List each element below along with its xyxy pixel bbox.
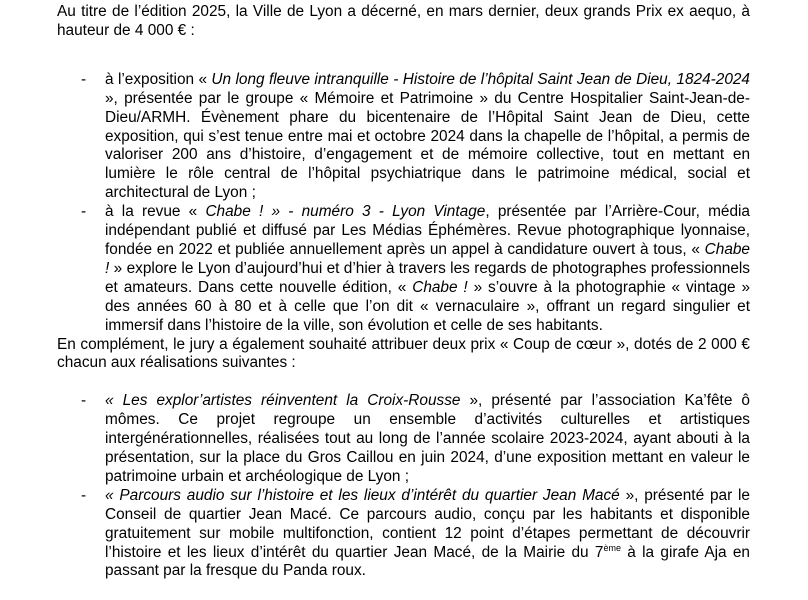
list-item-explorartistes	[57, 392, 750, 487]
item-prefix: à la revue «	[105, 203, 206, 221]
ordinal-superscript: ème	[603, 542, 621, 553]
list-item-exposition	[57, 71, 750, 203]
exhibition-title: Un long fleuve intranquille - Histoire de l’hôpital Saint Jean de Dieu, 1824-2024	[211, 70, 750, 88]
bullet-dash: -	[81, 70, 87, 88]
list-item-revue	[57, 203, 750, 335]
project-title: « Parcours audio sur l’histoire et les lieux d’intérêt du quartier Jean Macé	[105, 486, 620, 504]
item-prefix: à l’exposition «	[105, 70, 212, 88]
complement-paragraph: En complément, le jury a également souhaité attribuer deux prix « Coup de cœur », dotés de 2 000 € chacun aux réalisations suivantes :	[57, 335, 750, 372]
item-body: à la girafe Aja en passant par la fresque du Panda roux.	[105, 543, 750, 580]
coup-de-coeur-list	[57, 392, 750, 581]
item-body: », présentée par le groupe « Mémoire et Patrimoine » du Centre Hospitalier Saint-Jean-de-Dieu/ARMH. Évènement phare du bicentenaire de l’Hôpital Saint Jean de Dieu, cette exposition, qui s’est tenue entre mai et octobre 2024 dans la chapelle de l’hôpital, a permis de valoriser 200 ans d’histoire, d’engagement et de mémoire collective, tout en mettant en lumière le rôle central de l’hôpital psychiatrique dans le patrimoine médical, social et architectural de Lyon ;	[105, 89, 750, 202]
intro-paragraph: Au titre de l’édition 2025, la Ville de Lyon a décerné, en mars dernier, deux grands Prix ex aequo, à hauteur de 4 000 € :	[57, 3, 750, 39]
review-title: Chabe ! » - numéro 3 - Lyon Vintage	[205, 203, 486, 221]
review-title-mention: Chabe !	[412, 278, 468, 296]
item-body: », présenté par l’association Ka’fête ô mômes. Ce projet regroupe un ensemble d’activités culturelles et artistiques intergénérationnelles, réalisées tout au long de l’année scolaire 2023-2024, ayant abouti à la présentation, sur la place du Gros Caillou en juin 2024, d’une exposition mettant en valeur le patrimoine urbain et archéologique de Lyon ;	[105, 392, 750, 485]
item-body: , présentée par l’Arrière-Cour, média indépendant publié et diffusé par Les Médias Éphémères. Revue photographique lyonnaise, fondée en 2022 et publiée annuellement après un appel à candidature ouvert à tous, «	[105, 203, 750, 258]
list-item-parcours-audio	[57, 487, 750, 582]
review-title-mention: Chabe !	[105, 240, 750, 277]
item-body: », présenté par le Conseil de quartier Jean Macé. Ce parcours audio, conçu par les habitants et disponible gratuitement sur mobile multifonction, contient 12 point d’étapes permettant de découvrir l’histoire et les lieux d’intérêt du quartier Jean Macé, de la Mairie du 7	[105, 486, 750, 561]
item-body: » explore le Lyon d’aujourd’hui et d’hier à travers les regards de photographes professionnels et amateurs. Dans cette nouvelle édition, «	[105, 259, 750, 296]
project-title: « Les explor’artistes réinventent la Croix-Rousse	[105, 392, 461, 410]
grand-prix-list	[57, 71, 750, 336]
bullet-dash: -	[81, 392, 87, 410]
bullet-dash: -	[81, 486, 87, 504]
item-body: » s’ouvre à la photographie « vintage » des années 60 à 80 et à celle que l’on dit « vernaculaire », offrant un regard singulier et immersif dans l’histoire de la ville, son évolution et celle de ses habitants.	[105, 278, 751, 334]
bullet-dash: -	[81, 203, 87, 221]
